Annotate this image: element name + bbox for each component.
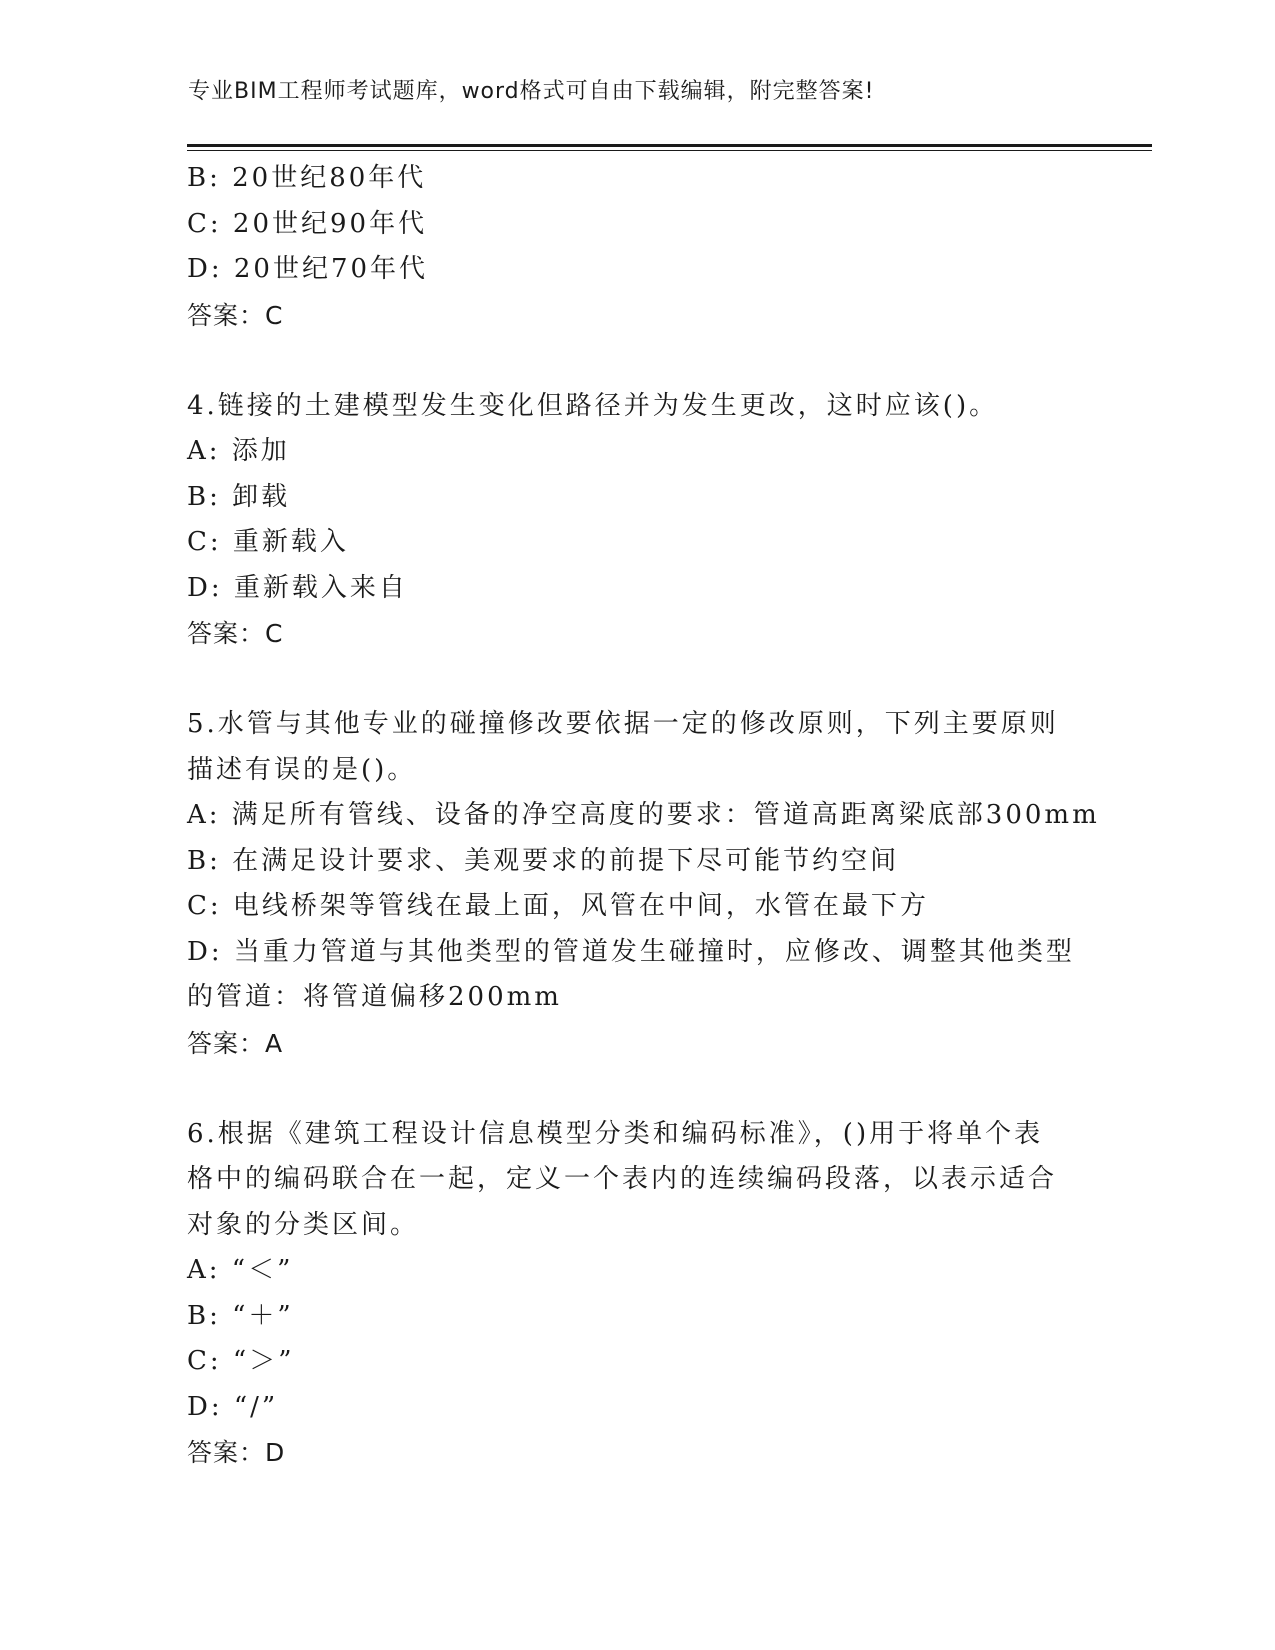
question-6	[187, 1112, 1087, 1476]
question-5	[187, 702, 1100, 1066]
spacer	[187, 338, 1087, 384]
answer: 答案：D	[187, 1438, 286, 1467]
option-a: A: 添加	[187, 436, 290, 466]
header-rule-thin	[187, 150, 1152, 151]
option-d: D: 20世纪70年代	[187, 254, 429, 284]
question-text: 对象的分类区间。	[187, 1209, 420, 1240]
option-c: C: 重新载入	[187, 527, 349, 557]
option-d: D: 当重力管道与其他类型的管道发生碰撞时，应修改、调整其他类型	[187, 936, 1075, 967]
question-4	[187, 384, 1087, 657]
spacer	[187, 657, 1087, 703]
question-text: 4.链接的土建模型发生变化但路径并为发生更改，这时应该()。	[187, 390, 999, 421]
option-b: B: 20世纪80年代	[187, 163, 427, 193]
option-c: C: “＞”	[187, 1346, 295, 1376]
option-d: D: “/”	[187, 1391, 279, 1422]
answer: 答案：C	[187, 300, 284, 330]
option-b: B: “＋”	[187, 1300, 294, 1331]
answer: 答案：C	[187, 619, 284, 648]
question-3	[187, 156, 1087, 338]
option-b: B: 卸载	[187, 481, 291, 512]
option-d-continued: 的管道：将管道偏移200mm	[187, 982, 562, 1012]
page-header: 专业BIM工程师考试题库，word格式可自由下载编辑，附完整答案!	[188, 79, 875, 104]
question-list	[187, 156, 1100, 1476]
question-text: 5.水管与其他专业的碰撞修改要依据一定的修改原则，下列主要原则	[187, 709, 1059, 739]
spacer	[187, 1066, 1087, 1112]
question-text: 描述有误的是()。	[187, 754, 417, 785]
question-text: 6.根据《建筑工程设计信息模型分类和编码标准》，()用于将单个表	[187, 1118, 1044, 1149]
option-c: C: 电线桥架等管线在最上面，风管在中间，水管在最下方	[187, 891, 929, 921]
option-d: D: 重新载入来自	[187, 572, 408, 603]
option-a: A: “＜”	[187, 1255, 294, 1285]
answer: 答案：A	[187, 1028, 284, 1058]
option-a: A: 满足所有管线、设备的净空高度的要求：管道高距离梁底部300mm	[187, 800, 1100, 830]
option-b: B: 在满足设计要求、美观要求的前提下尽可能节约空间	[187, 845, 900, 876]
header-rule-thick	[187, 144, 1152, 147]
option-c: C: 20世纪90年代	[187, 208, 428, 239]
question-text: 格中的编码联合在一起，定义一个表内的连续编码段落，以表示适合	[187, 1164, 1058, 1194]
